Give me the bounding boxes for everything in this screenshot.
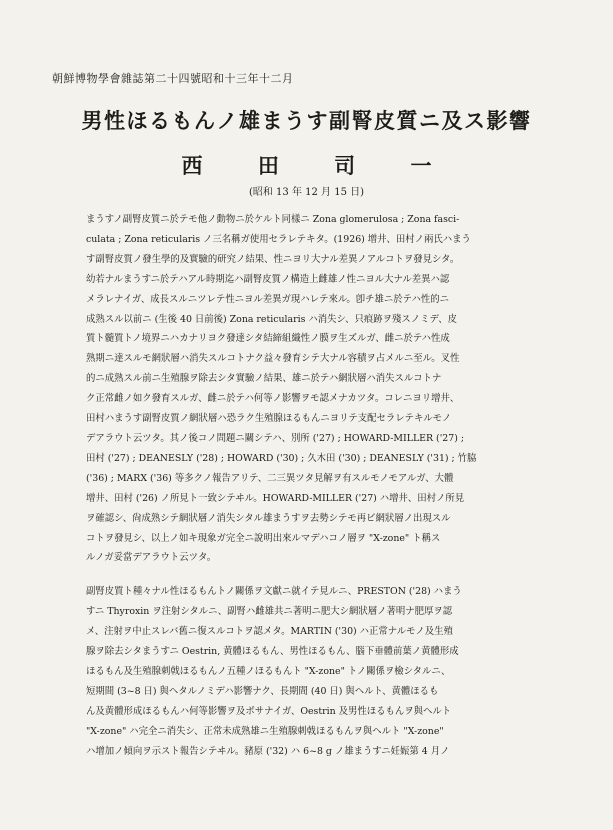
text-line: 副腎皮質ト種々ナル性ほるもんトノ關係ヲ文獻ニ就イテ見ルニ、PRESTON ('28) ハまう <box>86 586 462 598</box>
text-line: 的ニ成熟スル前ニ生殖腺ヲ除去シタ實驗ノ結果、雄ニ於テハ網狀層ハ消失スルコトナ <box>86 373 442 385</box>
text-line: 腺ヲ除去シタまうすニ Oestrin, 黄體ほるもん、男性ほるもん、腦下垂體前葉ノ黄體形成 <box>86 646 459 658</box>
text-line: 質ト髓質トノ境界ニハカナリヨク發達シタ結締組織性ノ膜ヲ生ズルガ、雌ニ於テハ性成 <box>86 333 450 345</box>
article-body <box>86 210 538 761</box>
text-line: ク正常雌ノ如ク發育スルガ、雌ニ於テハ何等ノ影響ヲモ認メナカツタ。コレニヨリ增井、 <box>86 393 460 405</box>
text-line: ほるもん及生殖腺刺戟ほるもんノ五種ノほるもんト "X-zone" トノ關係ヲ檢シタルニ、 <box>86 665 451 677</box>
paragraph-2 <box>86 582 538 761</box>
publication-date: (昭和 13 年 12 月 15 日) <box>248 187 365 198</box>
text-line: コトヲ發見シ、以上ノ如キ現象ガ完全ニ說明出來ルマデハコノ層ヲ "X-zone" ト稱ス <box>86 532 441 544</box>
text-line: メラレナイガ、成長スルニツレテ性ニヨル差異ガ現ハレテ來ル。卽チ雄ニ於テハ性的ニ <box>86 293 449 305</box>
text-line: す副腎皮質ノ發生學的及實驗的研究ノ結果、性ニヨリ大ナル差異ノアルコトヲ發見シタ。 <box>86 253 460 265</box>
text-line: 田村 ('27) ; DEANESLY ('28) ; HOWARD ('30) ; 久木田 ('30) ; DEANESLY ('31) ; 竹脇 <box>86 452 477 464</box>
author-name: 西 田 司 一 <box>181 153 456 178</box>
text-line: 短期間 (3~8 日) 與ヘタルノミデハ影響ナク、長期間 (40 日) 與ヘルト、黄體ほるも <box>86 685 439 697</box>
article-title: 男性ほるもんノ雄まうす副腎皮質ニ及ス影響 <box>81 108 532 133</box>
text-line: 幼若ナルまうすニ於テハアル時期迄ハ副腎皮質ノ構造上雌雄ノ性ニヨル大ナル差異ハ認 <box>86 273 450 285</box>
text-line: 田村ハまうす副腎皮質ノ網狀層ハ恐ラク生殖腺ほるもんニヨリテ支配セラレテキルモノ <box>86 413 452 425</box>
text-line: すニ Thyroxin ヲ注射シタルニ、副腎ハ雌雄共ニ著明ニ肥大シ網狀層ノ著明ナ肥厚ヲ認 <box>86 606 453 618</box>
text-line: メ、注射ヲ中止スレバ舊ニ復スルコトヲ認メタ。MARTIN ('30) ハ正常ナルモノ及生殖 <box>86 626 453 638</box>
text-line: ヲ確認シ、尙成熟シテ網狀層ノ消失シタル雄まうすヲ去勢シテモ再ビ網狀層ノ出現スル <box>86 512 451 524</box>
text-line: まうすノ副腎皮質ニ於テモ他ノ動物ニ於ケルト同樣ニ Zona glomerulosa ; Zona fasci- <box>86 214 460 225</box>
text-line: culata ; Zona reticularis ノ三名稱ガ使用セラレテキタ。(1926) 增井、田村ノ兩氏ハまう <box>86 233 471 245</box>
text-line: 成熟スル以前ニ (生後 40 日前後) Zona reticularis ハ消失シ、只痕跡ヲ殘スノミデ、皮 <box>86 313 457 325</box>
text-line: 增井、田村 ('26) ノ所見ト一致シテヰル。HOWARD-MILLER ('27) ハ增井、田村ノ所見 <box>86 492 465 504</box>
text-line: デアラウト云ツタ。其ノ後コノ問題ニ關シテハ、別所 ('27) ; HOWARD-MILLER ('27) ; <box>86 432 465 444</box>
text-line: "X-zone" ハ完全ニ消失シ、正常未成熟雄ニ生殖腺刺戟ほるもんヲ與ヘルト "X-zone" <box>86 725 444 737</box>
text-line: ハ增加ノ傾向ヲ示スト報告シテヰル。豬原 ('32) ハ 6~8 g ノ雄まうすニ妊娠第 4 月ノ <box>86 745 450 757</box>
text-line: ルノガ妥當デアラウト云ツタ。 <box>86 552 217 564</box>
journal-header: 朝鮮博物學會雜誌第二十四號昭和十三年十二月 <box>52 72 294 85</box>
text-line: ('36) ; MARX ('36) 等多クノ報告アリテ、二三異ツタ見解ヲ有スルモノモアルガ、大體 <box>86 472 454 484</box>
text-line: 熟期ニ達スルモ網狀層ハ消失スルコトナク益々發育シテ大ナル容積ヲ占メルニ至ル。叉性 <box>86 353 460 365</box>
paragraph-1 <box>86 210 538 568</box>
text-line: ん及黄體形成ほるもんハ何等影響ヲ及ボサナイガ、Oestrin 及男性ほるもんヲ與ヘルト <box>86 705 452 717</box>
